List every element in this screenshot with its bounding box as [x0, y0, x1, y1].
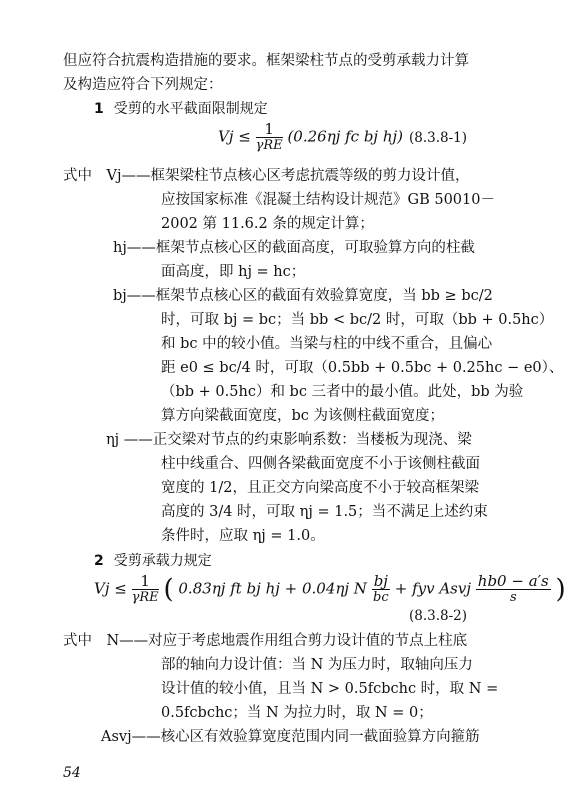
text-line-24: 式中 N——对应于考虑地震作用组合剪力设计值的节点上柱底: [63, 633, 468, 649]
text-line-25: 部的轴向力设计值：当 N 为压力时，取轴向压力: [161, 657, 473, 673]
text-line-2: 及构造应符合下列规定：: [63, 77, 223, 93]
heading-2-number: 2: [94, 553, 104, 569]
heading-1-text: 受剪的水平截面限制规定: [113, 101, 268, 117]
eq2-open-paren: (: [163, 574, 174, 605]
text-line-20: 条件时，应取 ηj = 1.0。: [161, 528, 325, 544]
heading-2-text: 受剪承载力规定: [113, 553, 212, 569]
text-line-17: 柱中线重合、四侧各梁截面宽度不小于该侧柱截面: [161, 456, 480, 472]
text-line-28: Asvj——核心区有效验算宽度范围内同一截面验算方向箍筋: [101, 729, 480, 745]
text-line-7: 2002 第 11.6.2 条的规定计算；: [161, 216, 374, 232]
text-line-5: 式中 Vj——框架梁柱节点核心区考虑抗震等级的剪力设计值，: [63, 168, 470, 184]
eq2-frac3-num: hb0 − a′s: [477, 572, 549, 590]
text-line-16: ηj ——正交梁对节点的约束影响系数：当楼板为现浇、梁: [106, 432, 472, 448]
text-line-8: hj——框架节点核心区的截面高度，可取验算方向的柱截: [113, 240, 475, 256]
text-line-13: 距 e0 ≤ bc/4 时，可取（0.5bb + 0.5bc + 0.25hc − e0）、: [161, 360, 564, 376]
heading-2: [94, 551, 212, 571]
eq1-frac-den: γRE: [255, 138, 283, 153]
eq2-term-2: + fyv Asvj: [394, 579, 472, 598]
eq1-fraction: [256, 122, 283, 153]
eq2-fraction-2: [372, 574, 390, 605]
eq2-frac1-den: γRE: [131, 590, 159, 605]
eq2-lhs: Vj ≤: [94, 579, 127, 598]
equation-1: [218, 122, 403, 153]
text-line-6: 应按国家标准《混凝土结构设计规范》GB 50010－: [161, 192, 495, 208]
equation-2: [94, 574, 566, 605]
eq1-body: (0.26ηj fc bj hj): [287, 127, 404, 146]
equation-1-number: (8.3.8-1): [409, 130, 468, 146]
eq2-close-paren: ): [555, 574, 566, 605]
text-line-9: 面高度，即 hj = hc；: [161, 264, 306, 280]
equation-2-number: (8.3.8-2): [409, 608, 468, 624]
text-line-18: 宽度的 1/2，且正交方向梁高度不小于较高框架梁: [161, 480, 479, 496]
text-line-11: 时，可取 bj = bc；当 bb < bc/2 时，可取（bb + 0.5hc）: [161, 312, 554, 328]
eq1-frac-num: 1: [256, 122, 283, 138]
text-line-26: 设计值的较小值，且当 N > 0.5fcbchc 时，取 N =: [161, 681, 499, 697]
text-line-10: bj——框架节点核心区的截面有效验算宽度，当 bb ≥ bc/2: [113, 288, 493, 304]
text-line-1: 但应符合抗震构造措施的要求。框架梁柱节点的受剪承载力计算: [63, 53, 469, 69]
eq2-term-1: 0.83ηj ft bj hj + 0.04ηj N: [178, 579, 367, 598]
eq2-frac3-den: s: [509, 590, 517, 605]
text-line-15: 算方向梁截面宽度，bc 为该侧柱截面宽度；: [161, 408, 445, 424]
eq2-frac2-den: bc: [373, 590, 389, 605]
eq2-fraction-3: [476, 574, 551, 605]
text-line-27: 0.5fcbchc；当 N 为拉力时，取 N = 0；: [161, 705, 433, 721]
text-line-12: 和 bc 中的较小值。当梁与柱的中线不重合，且偏心: [161, 336, 493, 352]
eq2-frac1-num: 1: [132, 574, 159, 590]
eq2-frac2-num: bj: [373, 572, 388, 590]
heading-1: [94, 99, 268, 119]
text-line-19: 高度的 3/4 时，可取 ηj = 1.5；当不满足上述约束: [161, 504, 488, 520]
page-number: 54: [63, 765, 81, 781]
text-line-14: （bb + 0.5hc）和 bc 三者中的最小值。此处，bb 为验: [161, 384, 524, 400]
heading-1-number: 1: [94, 101, 104, 117]
eq2-fraction-1: [132, 574, 159, 605]
eq1-lhs: Vj ≤: [218, 127, 251, 146]
